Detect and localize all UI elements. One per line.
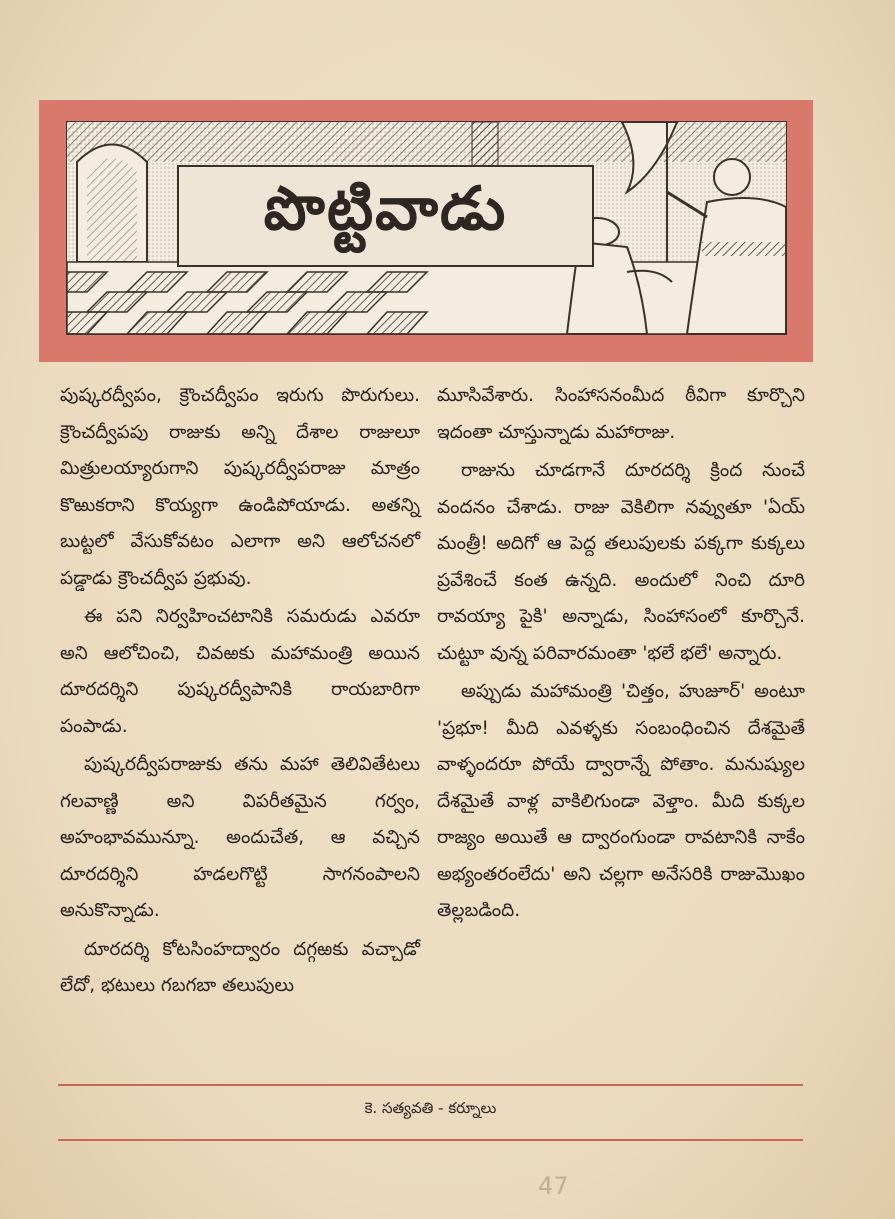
paragraph: మూసివేశారు. సింహాసనంమీద ఠీవిగా కూర్చొని ఇదంతా చూస్తున్నాడు మహారాజు.	[437, 385, 805, 443]
paragraph: రాజును చూడగానే దూరదర్శి క్రింద నుంచే వందనం చేశాడు. రాజు వెకిలిగా నవ్వుతూ 'ఏయ్ మంత్రీ! అదిగో ఆ పెద్ద తలుపులకు పక్కగా కుక్కలు ప్రవేశించే కంత ఉన్నది. అందులో నించి దూరి రావయ్యా పైకి' అన్నాడు, సింహాసంలో కూర్చొనే. చుట్టూ వున్న పరివారమంతా 'భలే భలే' అన్నారు.	[437, 460, 805, 664]
author-byline: కె. సత్యవతి - కర్నూలు	[364, 1099, 497, 1117]
paragraph: దూరదర్శి కోటసింహద్వారం దగ్గఱకు వచ్చాడో లేదో, భటులు గబగబా తలుపులు	[60, 938, 420, 996]
paragraph: పుష్కరద్వీపం, క్రౌంచద్వీపం ఇరుగు పొరుగులు. క్రౌంచద్వీపపు రాజుకు అన్ని దేశాల రాజులూ మిత్రులయ్యారుగాని పుష్కరద్వీపరాజు మాత్రం కొఱుకరాని కొయ్యగా ఉండిపోయాడు. అతన్ని బుట్టలో వేసుకోవటం ఎలాగా అని ఆలోచనలో పడ్డాడు క్రౌంచద్వీప ప్రభువు.	[60, 385, 420, 589]
page-number: 47	[538, 1172, 569, 1200]
story-title: పొట్టివాడు	[177, 165, 594, 267]
bottom-divider	[58, 1139, 803, 1141]
paragraph: అప్పుడు మహామంత్రి 'చిత్తం, హుజూర్' అంటూ 'ప్రభూ! మీది ఎవళ్ళకు సంబంధించిన దేశమైతే వాళ్ళందరూ పోయే ద్వారాన్నే పోతాం. మనుష్యుల దేశమైతే వాళ్ల వాకిలిగుండా వెళ్తాం. మీది కుక్కల రాజ్యం అయితే ఆ ద్వారంగుండా రావటానికి నాకేం అభ్యంతరంలేదు' అని చల్లగా అనేసరికి రాజుమొఖం తెల్లబడింది.	[437, 681, 805, 921]
top-divider	[58, 1084, 803, 1086]
paragraph: ఈ పని నిర్వహించటానికి సమరుడు ఎవరూ అని ఆలోచించి, చివఱకు మహామంత్రి అయిన దూరదర్శిని పుష్కరద్వీపానికి రాయబారిగా పంపాడు.	[60, 606, 420, 737]
paragraph: పుష్కరద్వీపరాజుకు తను మహా తెలివితేటలు గలవాణ్ణి అని విపరీతమైన గర్వం, అహంభావమున్నూ. అందుచేత, ఆ వచ్చిన దూరదర్శిని హడలగొట్టి సాగనంపాలని అనుకొన్నాడు.	[60, 754, 420, 921]
right-text-column	[437, 378, 805, 932]
left-text-column	[60, 378, 420, 1007]
